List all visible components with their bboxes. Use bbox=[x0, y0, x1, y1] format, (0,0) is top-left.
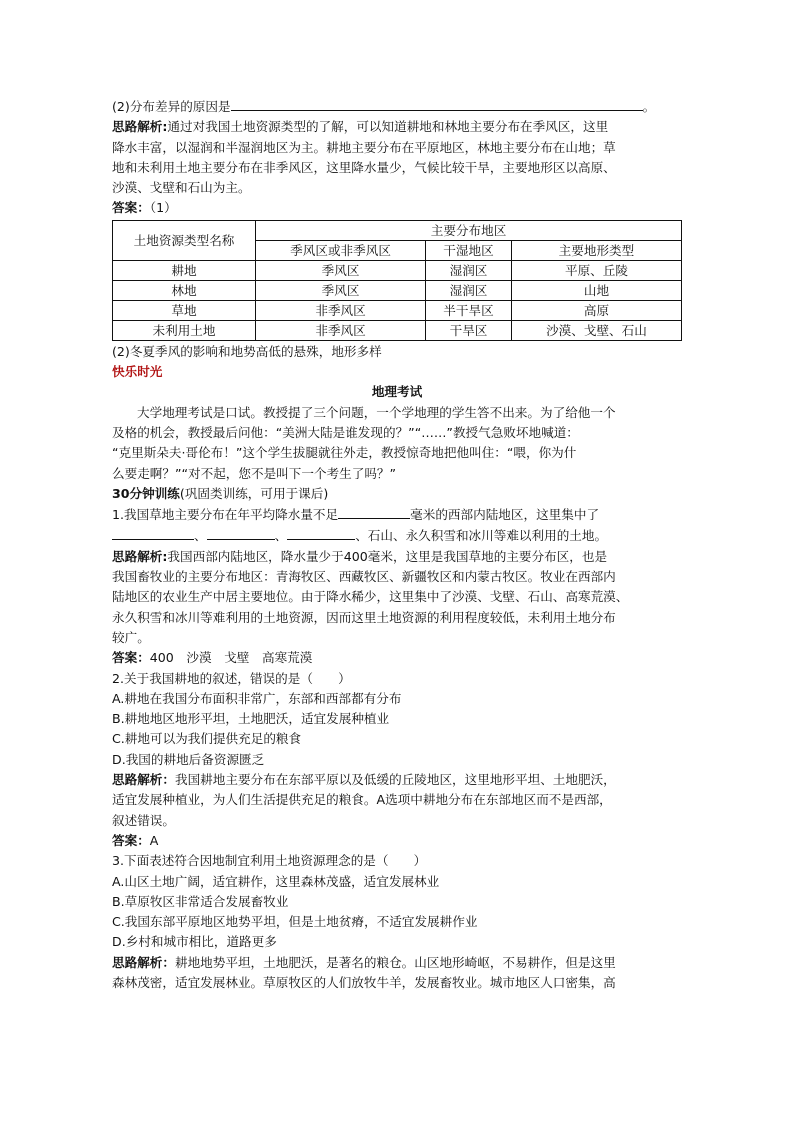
option: A.耕地在我国分布面积非常广，东部和西部都有分布 bbox=[112, 690, 402, 706]
answer-blank bbox=[338, 504, 410, 519]
option: B.草原牧区非常适合发展畜牧业 bbox=[112, 893, 289, 909]
answer-blank bbox=[231, 96, 643, 111]
answer-4: 答案：A bbox=[112, 832, 159, 848]
answer-blank bbox=[207, 525, 275, 540]
table-header-type: 土地资源类型名称 bbox=[113, 220, 256, 260]
answer-blank bbox=[287, 525, 355, 540]
analysis-block-2: 思路解析:我国西部内陆地区，降水量少于400毫米，这里是我国草地的主要分布区，也是 我国畜牧业的主要分布地区：青海牧区、西藏牧区、新疆牧区和内蒙古牧区。牧业在西部内 陆地区的农业生产中居主要地位。由于降水稀少，这里集中了沙漠、戈壁、石山、高寒荒漠、 永久积雪和冰川等难利用的土地资源，因而这里土地资源的利用程度较低，未利用土地分布 较广。 bbox=[112, 548, 629, 645]
analysis-block-4: 思路解析：耕地地势平坦，土地肥沃，是著名的粮仓。山区地形崎岖，不易耕作，但是这里 森林茂密，适宜发展林业。草原牧区的人们放牧牛羊，发展畜牧业。城市地区人口密集，高 bbox=[112, 954, 616, 990]
story-title: 地理考试 bbox=[371, 384, 423, 400]
question-1: 1.我国草地主要分布在年平均降水量不足 毫米的西部内陆地区，这里集中了 bbox=[112, 504, 682, 525]
option: C.我国东部平原地区地势平坦，但是土地贫瘠，不适宜发展耕作业 bbox=[112, 914, 478, 930]
option: C.耕地可以为我们提供充足的粮食 bbox=[112, 731, 302, 747]
question-2-prompt: (2)分布差异的原因是 。 bbox=[112, 96, 682, 117]
table-subheader: 主要地形类型 bbox=[511, 240, 681, 260]
answer-3: 答案：400 沙漠 戈壁 高寒荒漠 bbox=[112, 650, 313, 666]
option: D.我国的耕地后备资源匮乏 bbox=[112, 751, 265, 767]
document-page bbox=[112, 96, 682, 993]
question-2: 2.关于我国耕地的叙述，错误的是（ ） A.耕地在我国分布面积非常广，东部和西部都有分布 B.耕地地区地形平坦，土地肥沃，适宜发展种植业 C.耕地可以为我们提供充足的粮食 D.我国的耕地后备资源匮乏 bbox=[112, 669, 682, 770]
option: A.山区土地广阔，适宜耕作，这里森林茂盛，适宜发展林业 bbox=[112, 873, 440, 889]
table-row: 耕地 季风区 湿润区 平原、丘陵 bbox=[113, 260, 682, 280]
answer-blank bbox=[112, 525, 194, 540]
question-3: 3.下面表述符合因地制宜利用土地资源理念的是（ ） A.山区土地广阔，适宜耕作，这里森林茂盛，适宜发展林业 B.草原牧区非常适合发展畜牧业 C.我国东部平原地区地势平坦，但是土地贫瘠，不适宜发展耕作业 D.乡村和城市相比，道路更多 bbox=[112, 851, 682, 952]
table-header-group: 主要分布地区 bbox=[256, 220, 682, 240]
story-text: 大学地理考试是口试。教授提了三个问题，一个学地理的学生答不出来。为了给他一个 及格的机会，教授最后问他：“美洲大陆是谁发现的？”“……”教授气急败坏地喊道： “克里斯朵夫·哥伦布！”这个学生拔腿就往外走，教授惊奇地把他叫住：“喂，你为什 么要走啊？”“对不起，您不是叫下一个考生了吗？” bbox=[112, 404, 616, 481]
table-subheader: 季风区或非季风区 bbox=[256, 240, 426, 260]
option: D.乡村和城市相比，道路更多 bbox=[112, 934, 277, 950]
training-heading: 30分钟训练(巩固类训练，可用于课后) bbox=[112, 485, 329, 501]
table-row: 林地 季风区 湿润区 山地 bbox=[113, 280, 682, 300]
answer-2: (2)冬夏季风的影响和地势高低的悬殊，地形多样 bbox=[112, 343, 382, 359]
table-row: 未利用土地 非季风区 干旱区 沙漠、戈壁、石山 bbox=[113, 320, 682, 340]
table-subheader: 干湿地区 bbox=[426, 240, 512, 260]
table-row: 草地 非季风区 半干旱区 高原 bbox=[113, 300, 682, 320]
section-title-happy-time: 快乐时光 bbox=[112, 364, 163, 380]
land-resource-table bbox=[112, 220, 682, 341]
answer-1: 答案：（1） bbox=[112, 200, 177, 216]
analysis-block-3: 思路解析：我国耕地主要分布在东部平原以及低缓的丘陵地区，这里地形平坦、土地肥沃， 适宜发展种植业，为人们生活提供充足的粮食。A选项中耕地分布在东部地区而不是西部， 叙述错误。 bbox=[112, 772, 616, 828]
option: B.耕地地区地形平坦，土地肥沃，适宜发展种植业 bbox=[112, 711, 390, 727]
question-1-line-2: 、 、 、石山、永久积雪和冰川等难以利用的土地。 bbox=[112, 525, 682, 546]
analysis-block-1: 思路解析:通过对我国土地资源类型的了解，可以知道耕地和林地主要分布在季风区，这里 降水丰富，以湿润和半湿润地区为主。耕地主要分布在平原地区，林地主要分布在山地；草 地和未利用土地主要分布在非季风区，这里降水量少，气候比较干旱，主要地形区以高原、 沙漠、戈壁和石山为主。 bbox=[112, 119, 616, 196]
